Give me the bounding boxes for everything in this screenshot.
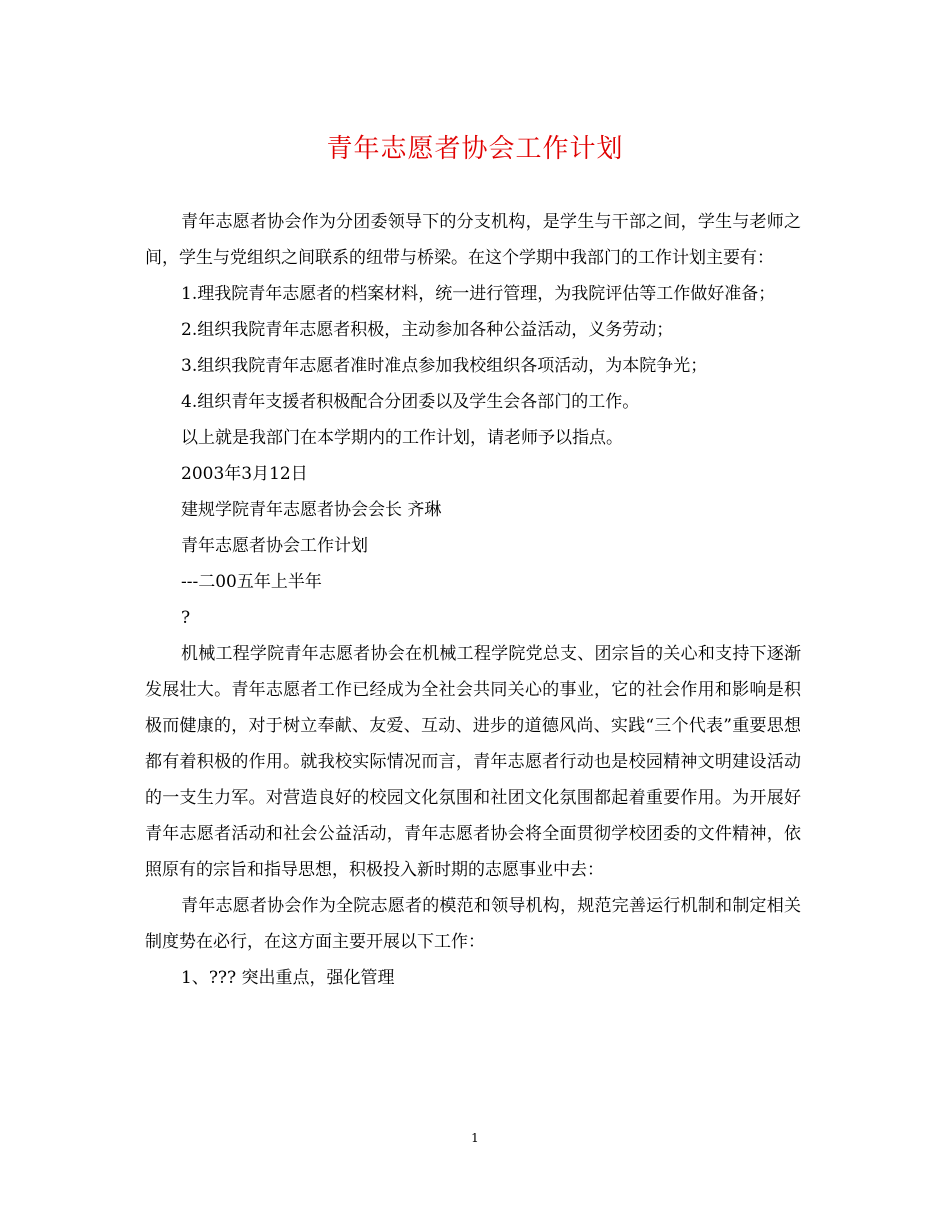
plan-item-1: 1.理我院青年志愿者的档案材料，统一进行管理，为我院评估等工作做好准备； [181,284,776,304]
plan-item-2: 2.组织我院青年志愿者积极，主动参加各种公益活动，义务劳动； [181,320,674,340]
second-subtitle: ---二00五年上半年 [181,572,322,592]
signature-line: 建规学院青年志愿者协会会长 齐琳 [181,500,442,520]
plan-item-3: 3.组织我院青年志愿者准时准点参加我校组织各项活动，为本院争光； [181,356,708,376]
plan-item-4: 4.组织青年支援者积极配合分团委以及学生会各部门的工作。 [181,392,640,412]
document-title: 青年志愿者协会工作计划 [326,134,624,164]
closing-line: 以上就是我部门在本学期内的工作计划，请老师予以指点。 [181,428,623,448]
second-title: 青年志愿者协会工作计划 [181,536,368,556]
body-paragraph-3: 青年志愿者协会作为全院志愿者的模范和领导机构，规范完善运行机制和制定相关制度势在必行，在这方面主要开展以下工作： [145,896,801,952]
question-mark-line: ? [181,608,191,628]
intro-paragraph: 青年志愿者协会作为分团委领导下的分支机构，是学生与干部之间，学生与老师之间，学生与党组织之间联系的纽带与桥梁。在这个学期中我部门的工作计划主要有： [145,212,801,268]
section-item-1: 1、??? 突出重点，强化管理 [181,968,395,988]
body-paragraph-2: 机械工程学院青年志愿者协会在机械工程学院党总支、团宗旨的关心和支持下逐渐发展壮大。青年志愿者工作已经成为全社会共同关心的事业，它的社会作用和影响是积极而健康的，对于树立奉献、友爱、互动、进步的道德风尚、实践“三个代表”重要思想都有着积极的作用。就我校实际情况而言，青年志愿者行动也是校园精神文明建设活动的一支生力军。对营造良好的校园文化氛围和社团文化氛围都起着重要作用。为开展好青年志愿者活动和社会公益活动，青年志愿者协会将全面贯彻学校团委的文件精神，依照原有的宗旨和指导思想，积极投入新时期的志愿事业中去： [145,644,801,880]
page-number: 1 [471,1131,479,1145]
document-body [145,204,801,996]
date-line: 2003年3月12日 [181,464,308,484]
